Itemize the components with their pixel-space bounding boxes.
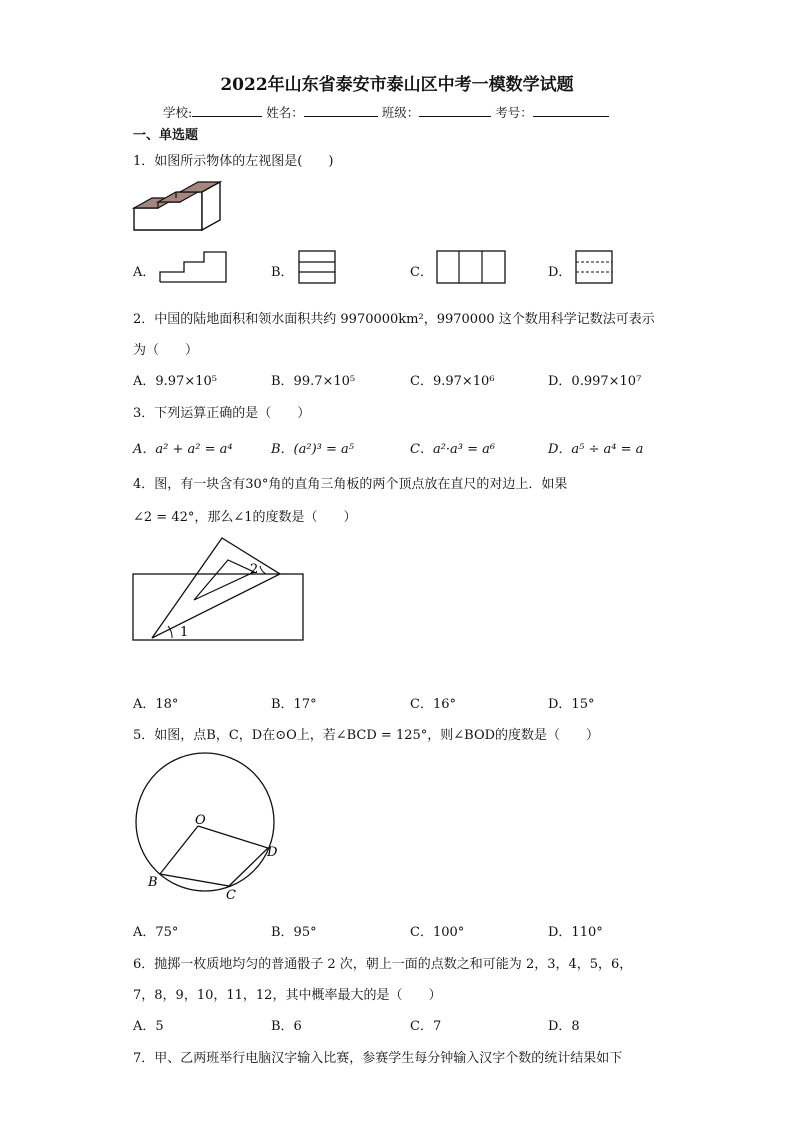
question-1-text: 1．如图所示物体的左视图是( ) [133,154,334,169]
exam-no-blank [533,104,609,117]
q6-option-d[interactable]: D．8 [548,1019,580,1034]
q4-option-b[interactable]: B．17° [271,697,317,712]
q1-option-a-figure [158,250,228,284]
q5-option-d[interactable]: D．110° [548,925,603,940]
q2-option-d[interactable]: D．0.997×10⁷ [548,374,642,389]
q4-option-c[interactable]: C．16° [410,697,456,712]
q1-option-d-figure [575,250,613,284]
class-blank [419,104,491,117]
point-b-label: B [148,875,158,890]
q3-option-b[interactable]: B．(a²)³ = a⁵ [271,442,354,457]
question-3-text: 3．下列运算正确的是（ ） [133,406,311,421]
q1-option-c-figure [436,250,506,284]
q3-option-d[interactable]: D．a⁵ ÷ a⁴ = a [548,442,644,457]
question-4-line2: ∠2 = 42°，那么∠1的度数是（ ） [133,510,357,525]
q4-option-d[interactable]: D．15° [548,697,595,712]
question-4-line1: 4．图，有一块含有30°角的直角三角板的两个顶点放在直尺的对边上．如果 [133,477,568,492]
point-c-label: C [226,888,236,903]
name-blank [304,104,378,117]
q1-option-b-figure [298,250,336,284]
question-6-line2: 7，8，9，10，11，12，其中概率最大的是（ ） [133,988,442,1003]
section-heading: 一、单选题 [133,128,199,143]
school-label: 学校: [163,105,193,120]
question-2-line2: 为（ ） [133,343,199,358]
q2-option-b[interactable]: B．99.7×10⁵ [271,374,356,389]
student-info-line [163,103,609,121]
q6-option-c[interactable]: C．7 [410,1019,442,1034]
q1-option-c[interactable]: C． [410,265,433,280]
circle-figure [132,752,292,902]
question-2-line1: 2．中国的陆地面积和领水面积共约 9970000km²，9970000 这个数用科学记数法可表示 [133,312,655,327]
q1-option-d[interactable]: D． [548,265,572,280]
point-d-label: D [267,845,278,860]
q3-option-c[interactable]: C．a²·a³ = a⁶ [410,442,496,457]
q5-option-a[interactable]: A．75° [133,925,179,940]
school-blank [192,104,262,117]
question-5-text: 5．如图，点B，C，D在⊙O上，若∠BCD = 125°，则∠BOD的度数是（ ） [133,728,600,743]
exam-no-label: 考号： [495,105,533,120]
question-7-text: 7．甲、乙两班举行电脑汉字输入比赛，参赛学生每分钟输入汉字个数的统计结果如下 [133,1051,623,1066]
q3-option-a[interactable]: A．a² + a² = a⁴ [133,442,233,457]
q5-option-c[interactable]: C．100° [410,925,465,940]
stairs-solid-figure [132,180,227,232]
question-6-line1: 6．抛掷一枚质地均匀的普通骰子 2 次，朝上一面的点数之和可能为 2，3，4，5，6， [133,957,633,972]
q2-option-c[interactable]: C．9.97×10⁶ [410,374,495,389]
page-title: 2022年山东省泰安市泰山区中考一模数学试题 [220,75,574,95]
q1-option-b[interactable]: B． [271,265,294,280]
q1-option-a[interactable]: A． [133,265,156,280]
angle-2-label: 2 [250,562,259,577]
ruler-triangle-figure [132,536,307,642]
q4-option-a[interactable]: A．18° [133,697,179,712]
point-o-label: O [195,813,206,828]
q5-option-b[interactable]: B．95° [271,925,317,940]
q6-option-b[interactable]: B．6 [271,1019,302,1034]
q6-option-a[interactable]: A．5 [133,1019,164,1034]
angle-1-label: 1 [180,625,189,640]
class-label: 班级： [381,105,420,120]
q2-option-a[interactable]: A．9.97×10⁵ [133,374,217,389]
name-label: 姓名： [266,105,304,120]
